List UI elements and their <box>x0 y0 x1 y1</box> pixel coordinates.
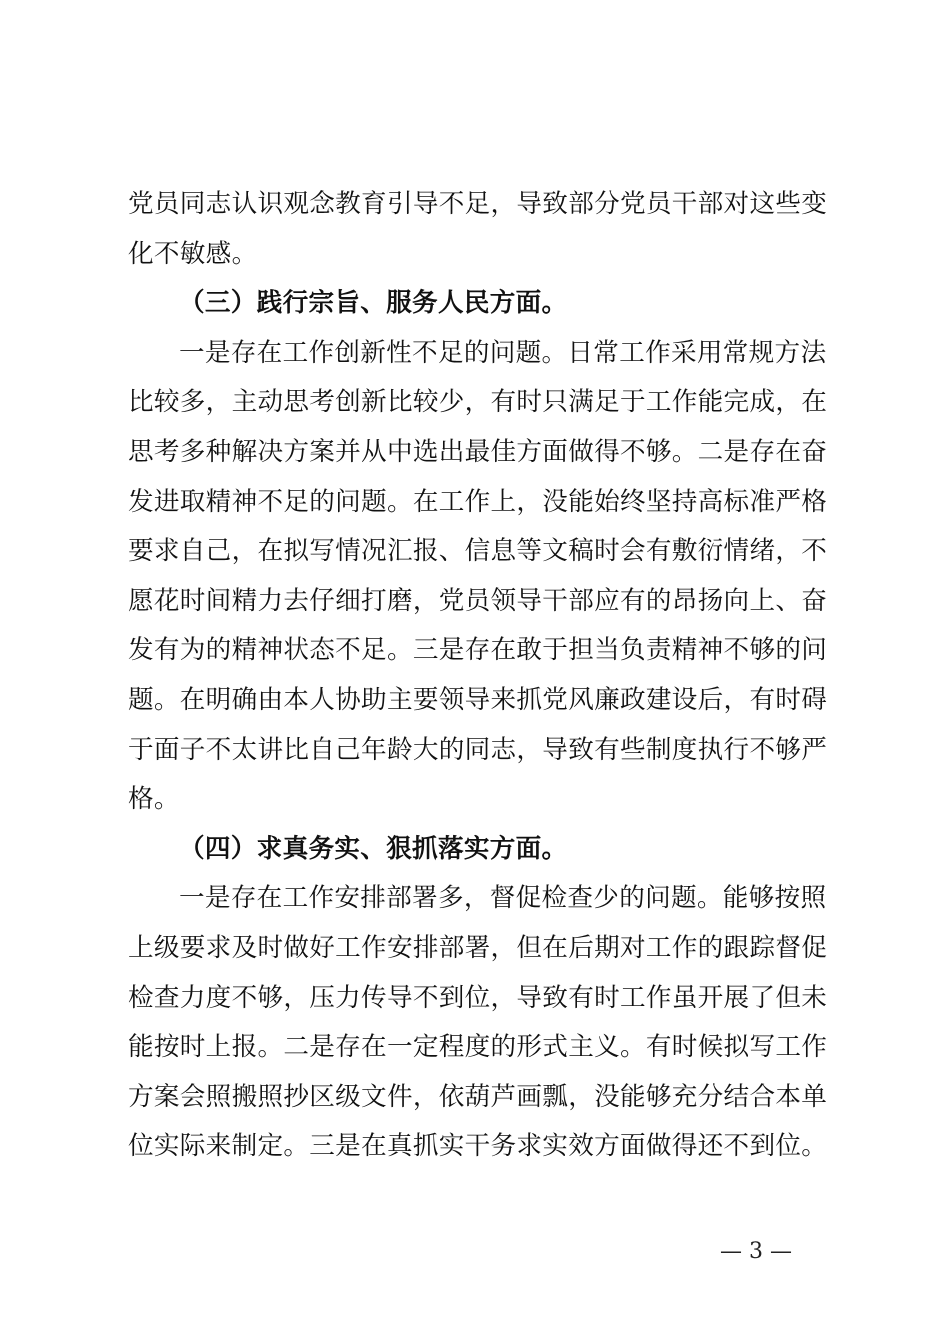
paragraph-line: 题。在明确由本人协助主要领导来抓党风廉政建设后，有时碍 <box>128 684 828 715</box>
paragraph-line: 于面子不太讲比自己年龄大的同志，导致有些制度执行不够严 <box>128 734 828 765</box>
paragraph-line: 化不敏感。 <box>128 238 258 269</box>
paragraph-line: 发进取精神不足的问题。在工作上，没能始终坚持高标准严格 <box>128 486 828 517</box>
paragraph-line: 格。 <box>128 784 180 815</box>
section-heading-4: （四）求真务实、狠抓落实方面。 <box>179 833 568 864</box>
paragraph-line: 检查力度不够，压力传导不到位，导致有时工作虽开展了但未 <box>128 982 828 1013</box>
paragraph-line: 发有为的精神状态不足。三是存在敢于担当负责精神不够的问 <box>128 635 828 666</box>
page-footer <box>0 1236 950 1268</box>
section-heading-3: （三）践行宗旨、服务人民方面。 <box>179 288 568 319</box>
paragraph-line: 方案会照搬照抄区级文件，依葫芦画瓢，没能够充分结合本单 <box>128 1081 828 1112</box>
paragraph-line: 一是存在工作安排部署多，督促检查少的问题。能够按照 <box>179 883 827 914</box>
paragraph-line: 能按时上报。二是存在一定程度的形式主义。有时候拟写工作 <box>128 1032 828 1063</box>
paragraph-line: 思考多种解决方案并从中选出最佳方面做得不够。二是存在奋 <box>128 436 828 467</box>
paragraph-line: 党员同志认识观念教育引导不足，导致部分党员干部对这些变 <box>128 189 828 219</box>
paragraph-line: 位实际来制定。三是在真抓实干务求实效方面做得还不到位。 <box>128 1131 828 1162</box>
paragraph-line: 要求自己，在拟写情况汇报、信息等文稿时会有敷衍情绪，不 <box>128 536 828 567</box>
paragraph-line: 愿花时间精力去仔细打磨，党员领导干部应有的昂扬向上、奋 <box>128 585 828 616</box>
paragraph-line: 上级要求及时做好工作安排部署，但在后期对工作的跟踪督促 <box>128 932 828 963</box>
document-body <box>128 180 833 1172</box>
page-number: — 3 — <box>720 1239 792 1264</box>
paragraph-line: 一是存在工作创新性不足的问题。日常工作采用常规方法 <box>179 337 827 368</box>
paragraph-line: 比较多，主动思考创新比较少，有时只满足于工作能完成，在 <box>128 387 828 418</box>
